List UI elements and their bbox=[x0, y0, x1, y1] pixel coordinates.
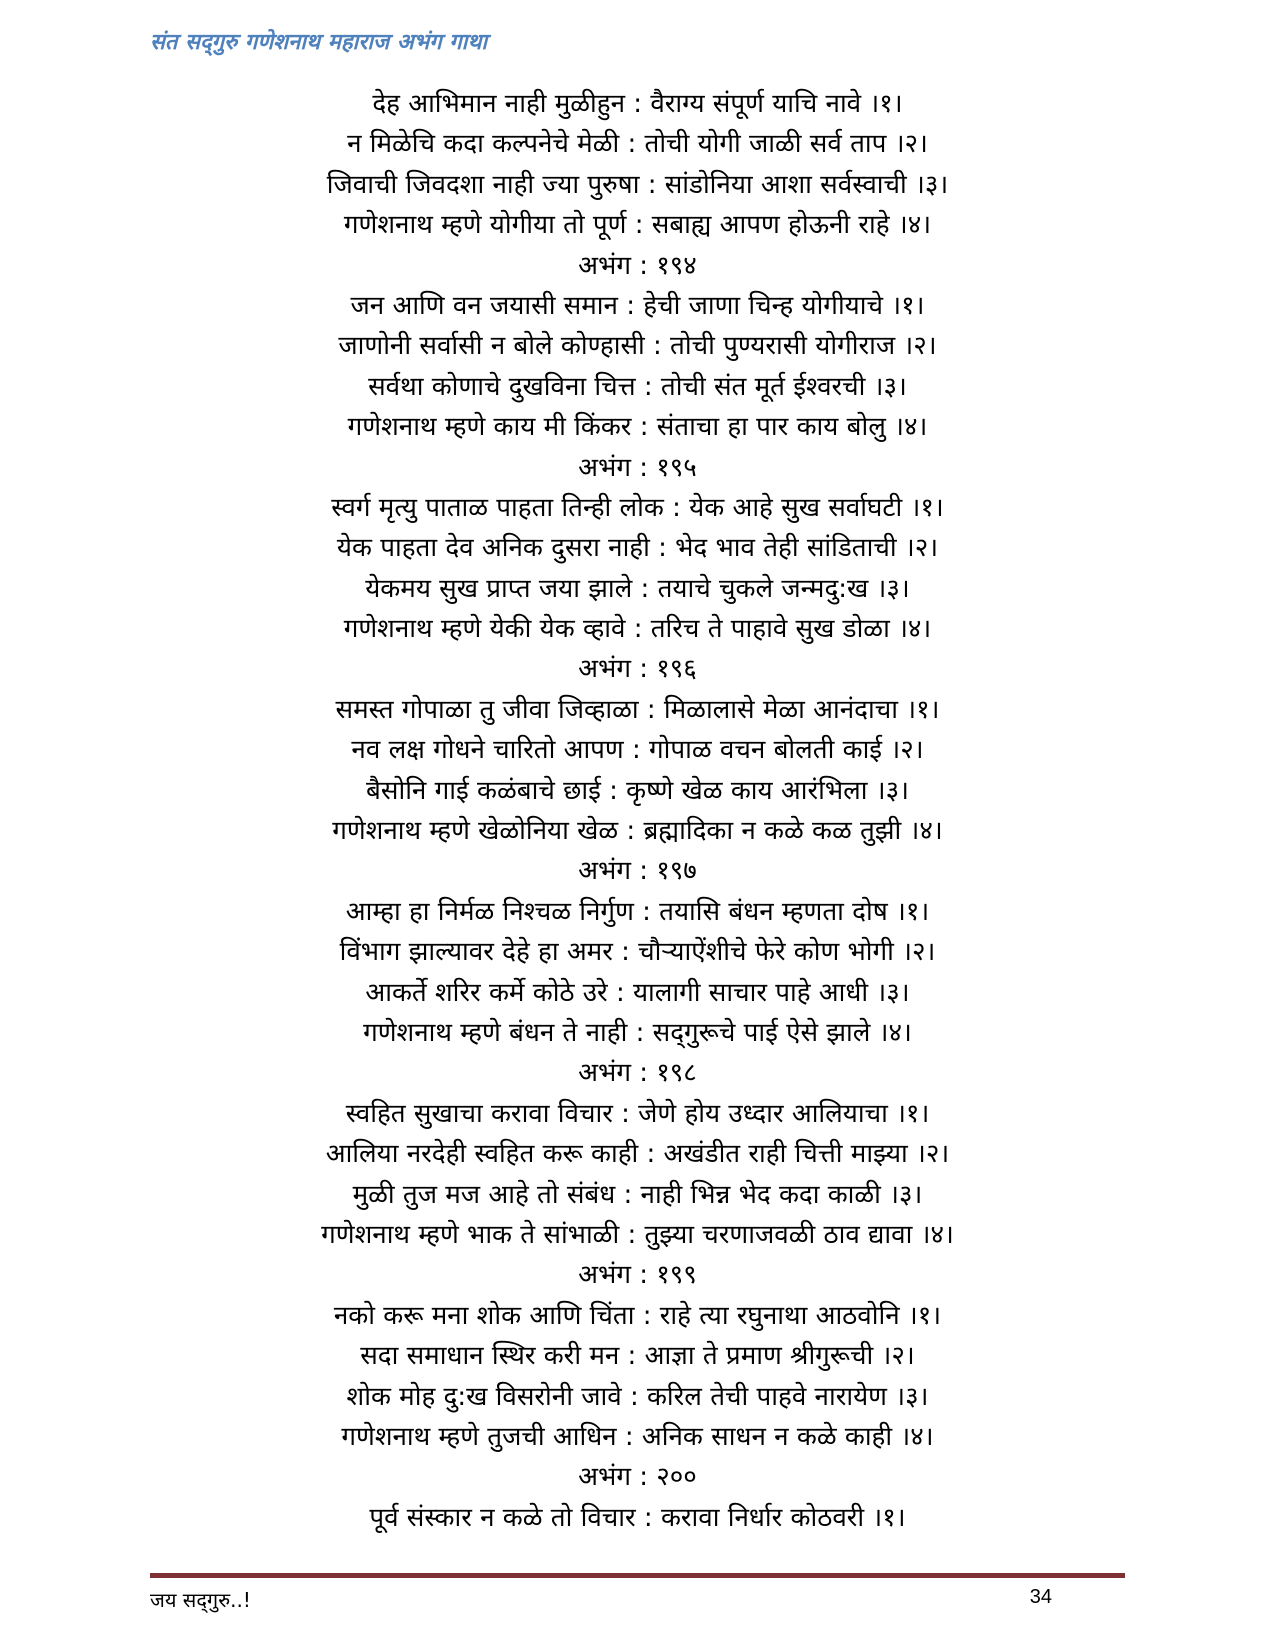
abhang-heading: अभंग : २०० bbox=[578, 1462, 697, 1493]
verse-line: नव लक्ष गोधने चारितो आपण : गोपाळ वचन बोलती काई ।२। bbox=[351, 735, 924, 766]
abhang-heading: अभंग : १९५ bbox=[578, 452, 697, 483]
verse-line: बैसोनि गाई कळंबाचे छाई : कृष्णे खेळ काय आरंभिला ।३। bbox=[366, 775, 909, 806]
verse-line: स्वर्ग मृत्यु पाताळ पाहता तिन्ही लोक : येक आहे सुख सर्वाघटी ।१। bbox=[331, 492, 944, 523]
verse-line: जिवाची जिवदशा नाही ज्या पुरुषा : सांडोनिया आशा सर्वस्वाची ।३। bbox=[326, 169, 949, 200]
abhang-heading: अभंग : १९६ bbox=[578, 654, 697, 685]
verse-line: शोक मोह दु:ख विसरोनी जावे : करिल तेची पाहवे नारायेण ।३। bbox=[346, 1381, 929, 1412]
verse-line: गणेशनाथ म्हणे योगीया तो पूर्ण : सबाह्य आपण होऊनी राहे ।४। bbox=[343, 210, 932, 241]
verse-line: गणेशनाथ म्हणे भाक ते सांभाळी : तुझ्या चरणाजवळी ठाव द्यावा ।४। bbox=[321, 1219, 954, 1250]
verse-line: नको करू मना शोक आणि चिंता : राहे त्या रघुनाथा आठवोनि ।१। bbox=[333, 1300, 942, 1331]
verse-line: स्वहित सुखाचा करावा विचार : जेणे होय उध्दार आलियाचा ।१। bbox=[345, 1098, 930, 1129]
abhang-heading: अभंग : १९७ bbox=[578, 856, 697, 887]
verse-line: येक पाहता देव अनिक दुसरा नाही : भेद भाव तेही सांडिताची ।२। bbox=[336, 533, 939, 564]
verse-line: समस्त गोपाळा तु जीवा जिव्हाळा : मिळालासे मेळा आनंदाचा ।१। bbox=[335, 694, 940, 725]
verse-line: गणेशनाथ म्हणे काय मी किंकर : संताचा हा पार काय बोलु ।४। bbox=[347, 412, 928, 443]
verse-line: पूर्व संस्कार न कळे तो विचार : करावा निर्धार कोठवरी ।१। bbox=[369, 1502, 906, 1533]
footer-divider bbox=[150, 1573, 1125, 1578]
verse-line: न मिळेचि कदा कल्पनेचे मेळी : तोची योगी जाळी सर्व ताप ।२। bbox=[347, 129, 928, 160]
verse-line: आलिया नरदेही स्वहित करू काही : अखंडीत राही चित्ती माझ्या ।२। bbox=[325, 1139, 950, 1170]
verse-line: विंभाग झाल्यावर देहे हा अमर : चौऱ्याऐंशीचे फेरे कोण भोगी ।२। bbox=[339, 937, 936, 968]
verse-line: येकमय सुख प्राप्त जया झाले : तयाचे चुकले जन्मदु:ख ।३। bbox=[365, 573, 910, 604]
verse-line: सर्वथा कोणाचे दुखविना चित्त : तोची संत मूर्त ईश्वरची ।३। bbox=[368, 371, 907, 402]
verse-line: आम्हा हा निर्मळ निश्चळ निर्गुण : तयासि बंधन म्हणता दोष ।१। bbox=[345, 896, 930, 927]
verse-line: गणेशनाथ म्हणे खेळोनिया खेळ : ब्रह्मादिका न कळे कळ तुझी ।४। bbox=[332, 816, 943, 847]
verse-line: आकर्ते शरिर कर्मे कोठे उरे : यालागी साचार पाहे आधी ।३। bbox=[365, 977, 910, 1008]
verse-line: गणेशनाथ म्हणे तुजची आधिन : अनिक साधन न कळे काही ।४। bbox=[341, 1421, 934, 1452]
abhang-heading: अभंग : १९८ bbox=[578, 1058, 697, 1089]
abhang-heading: अभंग : १९४ bbox=[578, 250, 697, 281]
footer-salutation: जय सद्‌गुरु..! bbox=[150, 1588, 251, 1612]
page-header-title: संत सद्‌गुरु गणेशनाथ महाराज अभंग गाथा bbox=[150, 30, 488, 55]
verse-line: जाणोनी सर्वासी न बोले कोण्हासी : तोची पुण्यरासी योगीराज ।२। bbox=[338, 331, 937, 362]
verse-line: गणेशनाथ म्हणे बंधन ते नाही : सद्‌गुरूचे पाई ऐसे झाले ।४। bbox=[363, 1017, 912, 1048]
verse-line: गणेशनाथ म्हणे येकी येक व्हावे : तरिच ते पाहावे सुख डोळा ।४। bbox=[343, 614, 932, 645]
abhang-heading: अभंग : १९९ bbox=[578, 1260, 697, 1291]
verse-line: सदा समाधान स्थिर करी मन : आज्ञा ते प्रमाण श्रीगुरूची ।२। bbox=[360, 1341, 915, 1372]
verse-line: मुळी तुज मज आहे तो संबंध : नाही भिन्न भेद कदा काळी ।३। bbox=[352, 1179, 923, 1210]
page-number: 34 bbox=[1029, 1586, 1052, 1608]
verse-line: जन आणि वन जयासी समान : हेची जाणा चिन्ह योगीयाचे ।१। bbox=[350, 290, 925, 321]
abhang-text-body bbox=[150, 84, 1125, 1538]
verse-line: देह आभिमान नाही मुळीहुन : वैराग्य संपूर्ण याचि नावे ।१। bbox=[372, 89, 903, 119]
